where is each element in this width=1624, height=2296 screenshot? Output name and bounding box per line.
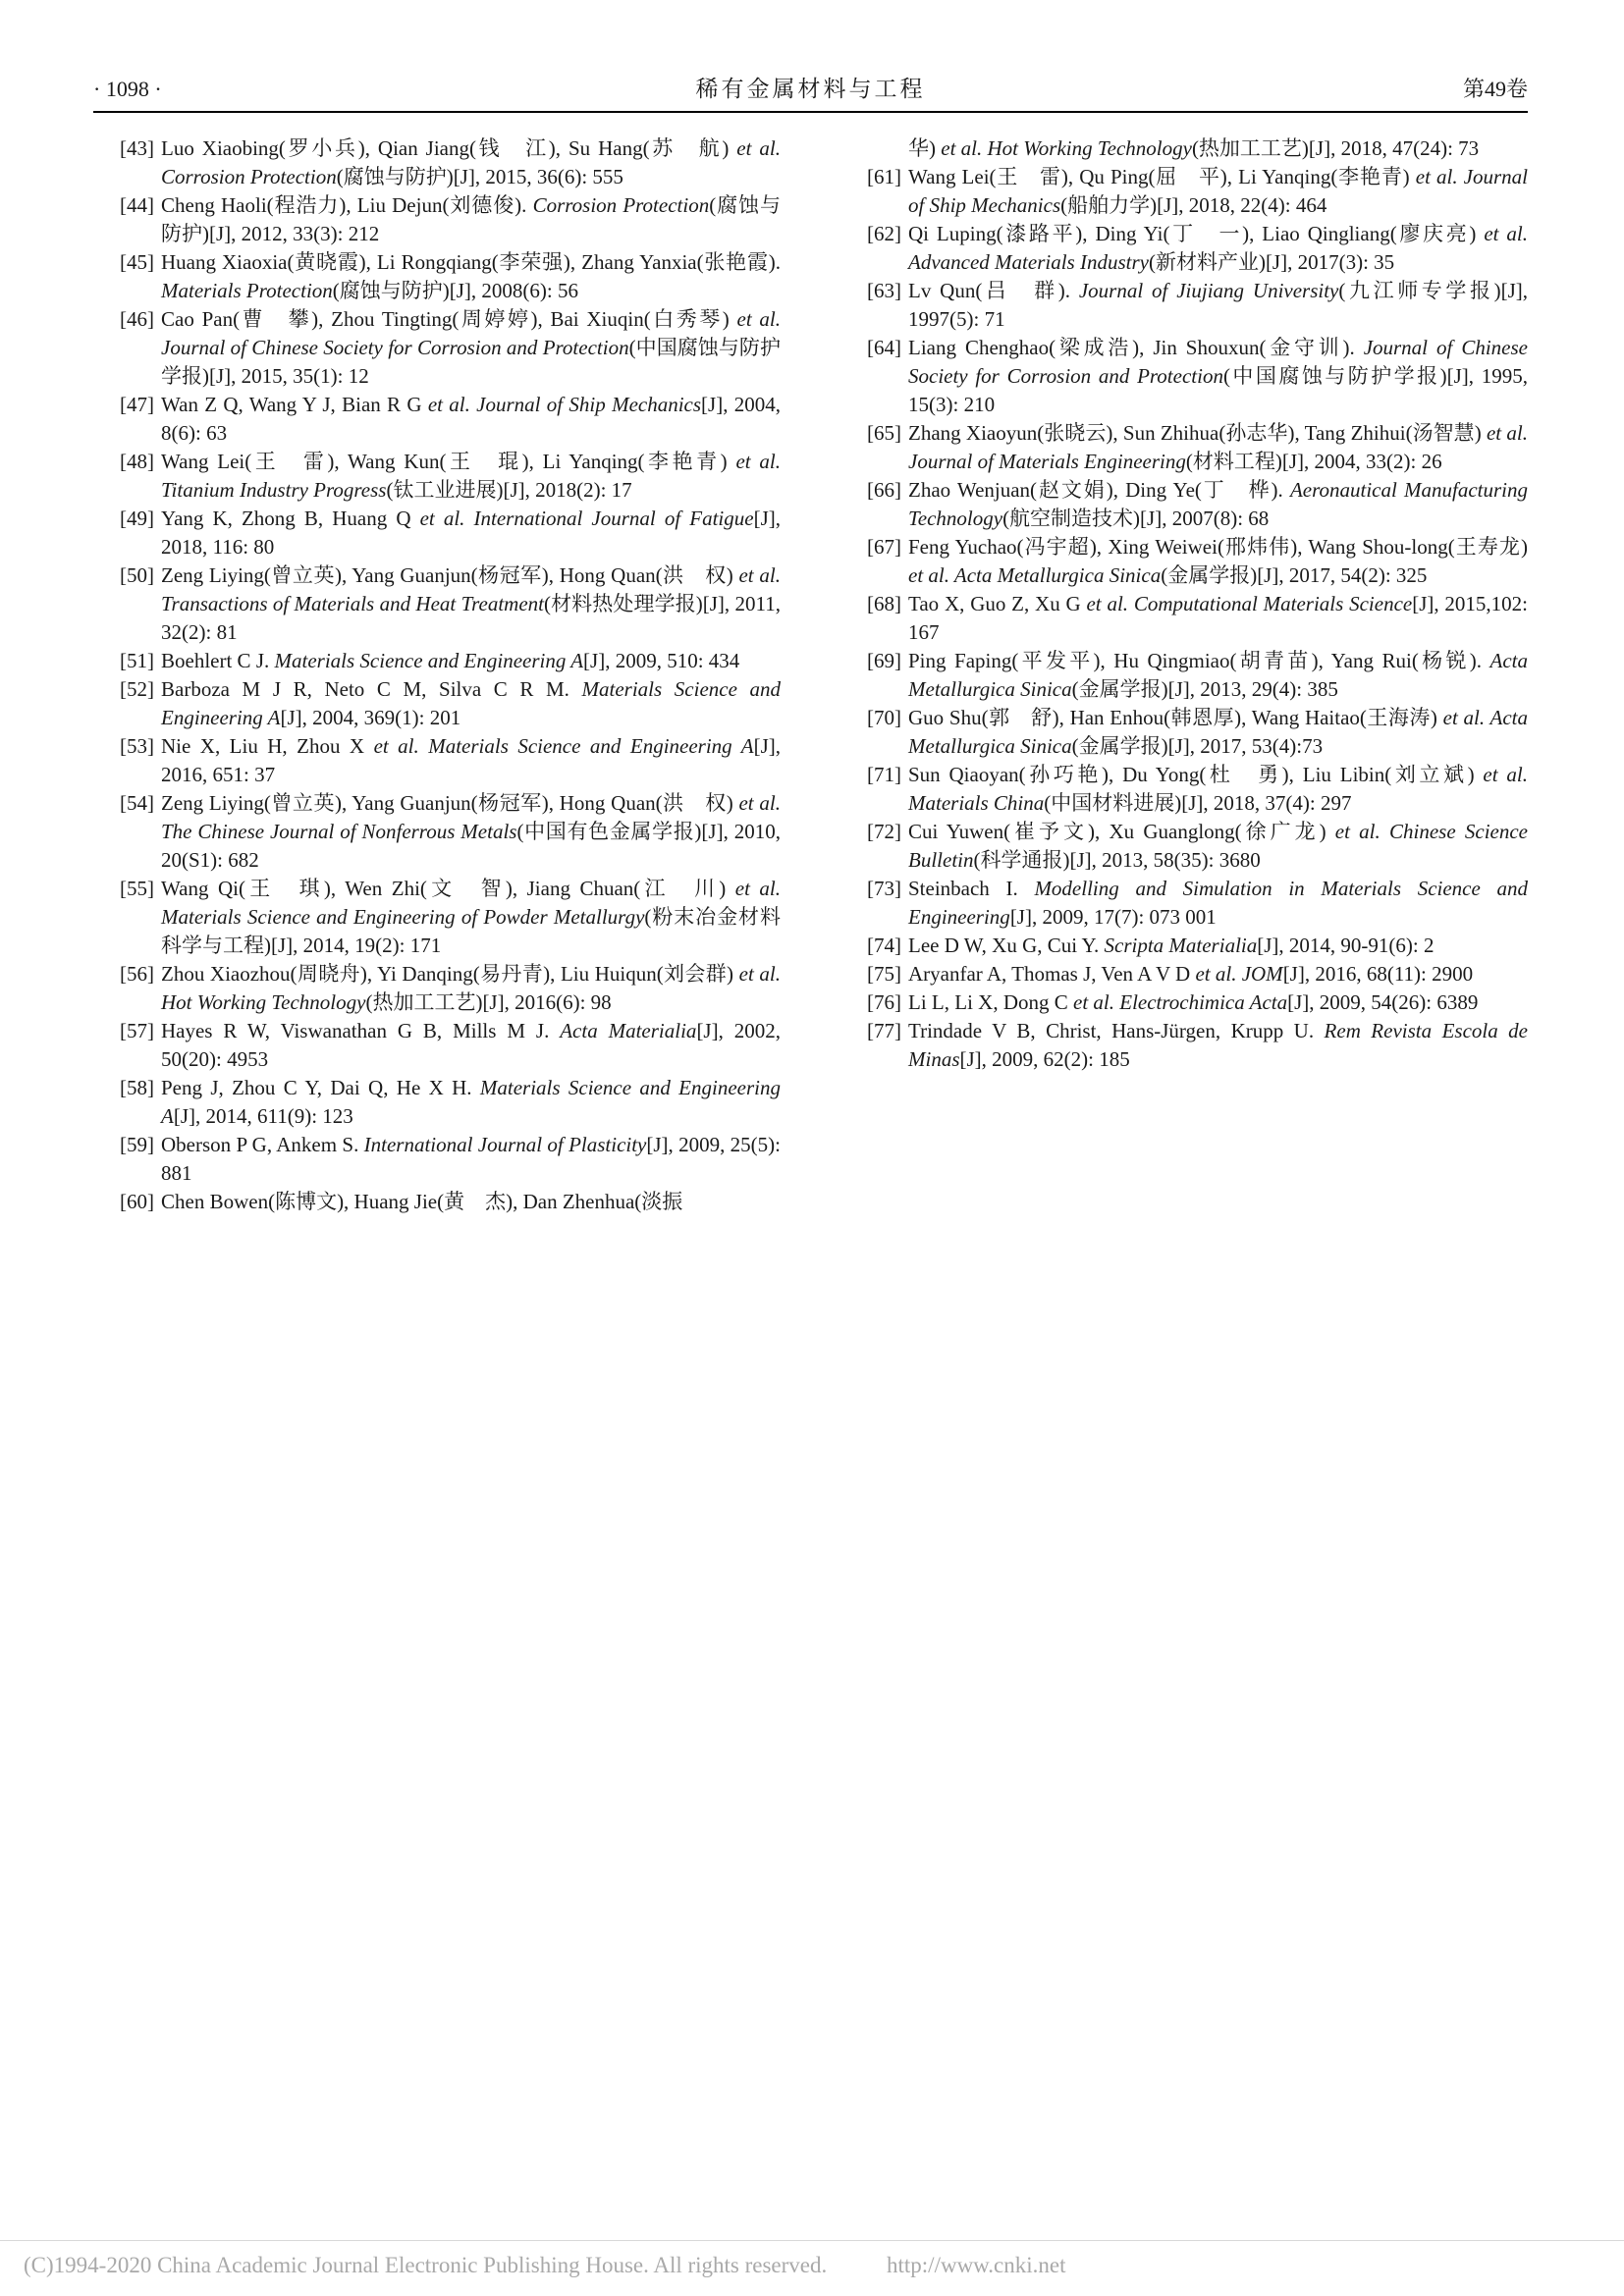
- reference-label: [73]: [867, 877, 901, 900]
- reference-label: [77]: [867, 1019, 901, 1042]
- reference-continuation: [867, 134, 1528, 163]
- page-number: · 1098 ·: [93, 77, 162, 101]
- reference-item: [120, 248, 781, 305]
- reference-text: Boehlert C J.: [161, 649, 275, 672]
- reference-text: Zeng Liying(曾立英), Yang Guanjun(杨冠军), Hong Quan(洪 权): [161, 563, 739, 587]
- reference-journal: Scripta Materialia: [1104, 934, 1258, 957]
- reference-text: Peng J, Zhou C Y, Dai Q, He X H.: [161, 1076, 480, 1099]
- reference-journal: Rem Revista Escola de Minas: [908, 1019, 1528, 1071]
- reference-item: [120, 561, 781, 647]
- reference-journal: Materials Science and Engineering A: [161, 677, 782, 729]
- reference-label: [76]: [867, 990, 901, 1014]
- reference-journal: et al. Transactions of Materials and Heat Treatment: [161, 563, 781, 615]
- reference-journal: et al. Journal of Ship Mechanics: [427, 393, 702, 416]
- journal-title: 稀有金属材料与工程: [695, 77, 926, 101]
- reference-text: [J], 2018, 116: 80: [161, 507, 781, 559]
- reference-text: (腐蚀与防护)[J], 2012, 33(3): 212: [161, 193, 781, 245]
- reference-label: [66]: [867, 478, 901, 502]
- reference-label: [49]: [120, 507, 154, 530]
- reference-text: Trindade V B, Christ, Hans-Jürgen, Krupp U.: [908, 1019, 1325, 1042]
- reference-text: (材料工程)[J], 2004, 33(2): 26: [1185, 450, 1442, 473]
- reference-item: [120, 789, 781, 875]
- reference-journal: et al. Journal of Chinese Society for Corrosion and Protection: [161, 307, 781, 359]
- reference-text: Barboza M J R, Neto C M, Silva C R M.: [161, 677, 582, 701]
- reference-text: Zhang Xiaoyun(张晓云), Sun Zhihua(孙志华), Tang Zhihui(汤智慧): [908, 421, 1487, 445]
- reference-item: [120, 191, 781, 248]
- reference-item: [867, 419, 1528, 476]
- reference-text: (航空制造技术)[J], 2007(8): 68: [1002, 507, 1270, 530]
- reference-journal: Journal of Jiujiang University: [1078, 279, 1339, 302]
- reference-label: [48]: [120, 450, 154, 473]
- reference-item: [120, 1131, 781, 1188]
- reference-text: Wang Qi(王 琪), Wen Zhi(文 智), Jiang Chuan(江 川): [161, 877, 735, 900]
- reference-text: [J], 2009, 510: 434: [583, 649, 740, 672]
- reference-journal: et al. Corrosion Protection: [161, 136, 781, 188]
- reference-label: [75]: [867, 962, 901, 986]
- reference-label: [60]: [120, 1190, 154, 1213]
- reference-item: [120, 675, 781, 732]
- reference-text: (中国腐蚀与防护学报)[J], 2015, 35(1): 12: [161, 336, 781, 388]
- reference-text: Tao X, Guo Z, Xu G: [908, 592, 1087, 615]
- reference-label: [63]: [867, 279, 901, 302]
- reference-text: Steinbach I.: [908, 877, 1035, 900]
- reference-label: [62]: [867, 222, 901, 245]
- reference-label: [43]: [120, 136, 154, 160]
- reference-journal: et al. Hot Working Technology: [161, 962, 781, 1014]
- reference-text: (材料热处理学报)[J], 2011, 32(2): 81: [161, 592, 781, 644]
- reference-journal: et al. Journal of Materials Engineering: [908, 421, 1528, 473]
- reference-text: Cui Yuwen(崔予文), Xu Guanglong(徐广龙): [908, 820, 1335, 843]
- reference-journal: et al. Chinese Science Bulletin: [908, 820, 1528, 872]
- reference-journal: Aeronautical Manufacturing Technology: [908, 478, 1528, 530]
- reference-text: Qi Luping(漆路平), Ding Yi(丁 一), Liao Qingliang(廖庆亮): [908, 222, 1485, 245]
- reference-journal: et al. Advanced Materials Industry: [908, 222, 1528, 274]
- reference-item: [120, 1074, 781, 1131]
- reference-item: [867, 932, 1528, 960]
- reference-text: [J], 2014, 611(9): 123: [173, 1104, 353, 1128]
- reference-item: [120, 875, 781, 960]
- reference-text: Hayes R W, Viswanathan G B, Mills M J.: [161, 1019, 561, 1042]
- reference-label: [67]: [867, 535, 901, 559]
- reference-text: [J], 2009, 62(2): 185: [959, 1047, 1130, 1071]
- reference-item: [867, 818, 1528, 875]
- reference-text: (金属学报)[J], 2017, 54(2): 325: [1161, 563, 1428, 587]
- reference-journal: et al. Titanium Industry Progress: [161, 450, 781, 502]
- reference-journal: Modelling and Simulation in Materials Science and Engineering: [908, 877, 1528, 929]
- reference-item: [867, 761, 1528, 818]
- reference-text: (热加工工艺)[J], 2016(6): 98: [365, 990, 612, 1014]
- reference-item: [867, 334, 1528, 419]
- reference-item: [867, 533, 1528, 590]
- references-section: [93, 134, 1528, 1216]
- copyright-text: (C)1994-2020 China Academic Journal Electronic Publishing House. All rights reserved.: [24, 2253, 828, 2277]
- reference-text: [J], 2004, 369(1): 201: [280, 706, 461, 729]
- reference-text: Lee D W, Xu G, Cui Y.: [908, 934, 1105, 957]
- reference-label: [58]: [120, 1076, 154, 1099]
- reference-label: [69]: [867, 649, 901, 672]
- reference-label: [50]: [120, 563, 154, 587]
- footer-url: http://www.cnki.net: [887, 2253, 1066, 2277]
- reference-journal: et al. The Chinese Journal of Nonferrous Metals: [161, 791, 781, 843]
- reference-item: [867, 988, 1528, 1017]
- reference-text: Luo Xiaobing(罗小兵), Qian Jiang(钱 江), Su Hang(苏 航): [161, 136, 737, 160]
- reference-text: Ping Faping(平发平), Hu Qingmiao(胡青苗), Yang Rui(杨锐).: [908, 649, 1490, 672]
- reference-text: Guo Shu(郭 舒), Han Enhou(韩恩厚), Wang Haitao(王海涛): [908, 706, 1443, 729]
- reference-text: Zhou Xiaozhou(周晓舟), Yi Danqing(易丹青), Liu Huiqun(刘会群): [161, 962, 739, 986]
- reference-label: [74]: [867, 934, 901, 957]
- reference-text: Wang Lei(王 雷), Qu Ping(屈 平), Li Yanqing(李艳青): [908, 165, 1416, 188]
- reference-text: Chen Bowen(陈博文), Huang Jie(黄 杰), Dan Zhenhua(淡振: [161, 1190, 683, 1213]
- reference-item: [120, 448, 781, 505]
- volume-label: 第49卷: [1462, 77, 1528, 101]
- reference-item: [867, 590, 1528, 647]
- reference-journal: et al. Materials China: [908, 763, 1528, 815]
- reference-item: [867, 163, 1528, 220]
- reference-text: (中国有色金属学报)[J], 2010, 20(S1): 682: [161, 820, 781, 872]
- reference-label: [70]: [867, 706, 901, 729]
- reference-label: [56]: [120, 962, 154, 986]
- reference-journal: Materials Protection: [161, 279, 333, 302]
- reference-label: [53]: [120, 734, 154, 758]
- reference-text: 华): [908, 136, 942, 160]
- reference-text: (热加工工艺)[J], 2018, 47(24): 73: [1191, 136, 1480, 160]
- reference-text: [J], 2002, 50(20): 4953: [161, 1019, 781, 1071]
- reference-text: Li L, Li X, Dong C: [908, 990, 1073, 1014]
- reference-journal: et al. International Journal of Fatigue: [419, 507, 754, 530]
- reference-item: [867, 875, 1528, 932]
- reference-text: (腐蚀与防护)[J], 2015, 36(6): 555: [336, 165, 623, 188]
- reference-text: [J], 2014, 90-91(6): 2: [1257, 934, 1435, 957]
- references-right-column: [867, 134, 1528, 1216]
- reference-text: [J], 2004, 8(6): 63: [161, 393, 782, 445]
- reference-item: [120, 732, 781, 789]
- page-footer: [0, 2240, 1624, 2296]
- reference-journal: et al. Materials Science and Engineering A: [373, 734, 754, 758]
- reference-item: [120, 391, 781, 448]
- reference-item: [867, 704, 1528, 761]
- reference-journal: et al. Acta Metallurgica Sinica: [908, 563, 1162, 587]
- reference-label: [65]: [867, 421, 901, 445]
- reference-text: Zhao Wenjuan(赵文娟), Ding Ye(丁 桦).: [908, 478, 1290, 502]
- reference-journal: et al. Computational Materials Science: [1086, 592, 1413, 615]
- reference-label: [59]: [120, 1133, 154, 1156]
- reference-text: (钛工业进展)[J], 2018(2): 17: [386, 478, 632, 502]
- reference-text: (船舶力学)[J], 2018, 22(4): 464: [1060, 193, 1327, 217]
- reference-text: Wan Z Q, Wang Y J, Bian R G: [161, 393, 428, 416]
- reference-text: (金属学报)[J], 2013, 29(4): 385: [1071, 677, 1338, 701]
- reference-label: [47]: [120, 393, 154, 416]
- reference-text: Wang Lei(王 雷), Wang Kun(王 琨), Li Yanqing(李艳青): [161, 450, 736, 473]
- reference-item: [867, 220, 1528, 277]
- reference-item: [120, 305, 781, 391]
- reference-journal: Materials Science and Engineering A: [161, 1076, 781, 1128]
- reference-label: [64]: [867, 336, 901, 359]
- reference-text: [J], 2009, 25(5): 881: [161, 1133, 781, 1185]
- reference-text: Liang Chenghao(梁成浩), Jin Shouxun(金守训).: [908, 336, 1364, 359]
- reference-journal: Materials Science and Engineering A: [274, 649, 584, 672]
- reference-item: [867, 960, 1528, 988]
- reference-text: (腐蚀与防护)[J], 2008(6): 56: [332, 279, 578, 302]
- reference-text: Oberson P G, Ankem S.: [161, 1133, 364, 1156]
- reference-text: (新材料产业)[J], 2017(3): 35: [1148, 250, 1395, 274]
- reference-text: [J], 2009, 54(26): 6389: [1287, 990, 1479, 1014]
- reference-item: [867, 476, 1528, 533]
- reference-text: (科学通报)[J], 2013, 58(35): 3680: [973, 848, 1261, 872]
- reference-text: Zeng Liying(曾立英), Yang Guanjun(杨冠军), Hong Quan(洪 权): [161, 791, 739, 815]
- reference-journal: International Journal of Plasticity: [363, 1133, 647, 1156]
- reference-text: (九江师专学报)[J], 1997(5): 71: [908, 279, 1529, 331]
- reference-text: Nie X, Liu H, Zhou X: [161, 734, 374, 758]
- reference-text: (中国腐蚀与防护学报)[J], 1995, 15(3): 210: [908, 364, 1528, 416]
- reference-item: [120, 505, 781, 561]
- reference-text: Huang Xiaoxia(黄晓霞), Li Rongqiang(李荣强), Zhang Yanxia(张艳霞).: [161, 250, 781, 274]
- reference-label: [45]: [120, 250, 154, 274]
- reference-label: [72]: [867, 820, 901, 843]
- reference-item: [867, 277, 1528, 334]
- reference-text: Lv Qun(吕 群).: [908, 279, 1079, 302]
- reference-label: [61]: [867, 165, 901, 188]
- reference-text: Aryanfar A, Thomas J, Ven A V D: [908, 962, 1196, 986]
- references-left-column: [120, 134, 781, 1216]
- header-rule: [93, 111, 1528, 113]
- reference-text: Feng Yuchao(冯宇超), Xing Weiwei(邢炜伟), Wang Shou-long(王寿龙): [908, 535, 1528, 559]
- reference-item: [120, 960, 781, 1017]
- reference-label: [46]: [120, 307, 154, 331]
- reference-label: [44]: [120, 193, 154, 217]
- reference-text: (粉末冶金材料科学与工程)[J], 2014, 19(2): 171: [161, 905, 781, 957]
- reference-label: [54]: [120, 791, 154, 815]
- reference-journal: et al. Acta Metallurgica Sinica: [908, 706, 1528, 758]
- reference-label: [57]: [120, 1019, 154, 1042]
- reference-label: [55]: [120, 877, 154, 900]
- reference-text: Sun Qiaoyan(孙巧艳), Du Yong(杜 勇), Liu Libin(刘立斌): [908, 763, 1484, 786]
- reference-journal: et al. Journal of Ship Mechanics: [908, 165, 1528, 217]
- reference-text: (中国材料进展)[J], 2018, 37(4): 297: [1044, 791, 1352, 815]
- reference-item: [867, 1017, 1528, 1074]
- reference-journal: et al. JOM: [1195, 962, 1283, 986]
- reference-label: [71]: [867, 763, 901, 786]
- reference-item: [120, 647, 781, 675]
- reference-item: [120, 134, 781, 191]
- reference-label: [52]: [120, 677, 154, 701]
- reference-text: [J], 2009, 17(7): 073 001: [1009, 905, 1217, 929]
- reference-item: [120, 1188, 781, 1216]
- reference-item: [120, 1017, 781, 1074]
- reference-item: [867, 647, 1528, 704]
- reference-text: Yang K, Zhong B, Huang Q: [161, 507, 420, 530]
- reference-text: (金属学报)[J], 2017, 53(4):73: [1071, 734, 1324, 758]
- reference-journal: et al. Hot Working Technology: [941, 136, 1192, 160]
- reference-journal: Corrosion Protection: [532, 193, 710, 217]
- reference-text: [J], 2016, 68(11): 2900: [1282, 962, 1474, 986]
- reference-journal: Acta Metallurgica Sinica: [908, 649, 1528, 701]
- reference-journal: et al. Electrochimica Acta: [1073, 990, 1288, 1014]
- reference-journal: Journal of Chinese Society for Corrosion and Protection: [908, 336, 1528, 388]
- reference-text: [J], 2016, 651: 37: [161, 734, 782, 786]
- reference-journal: Acta Materialia: [560, 1019, 697, 1042]
- page-header: [93, 71, 1528, 103]
- reference-text: [J], 2015,102: 167: [908, 592, 1529, 644]
- reference-text: Cao Pan(曹 攀), Zhou Tingting(周婷婷), Bai Xiuqin(白秀琴): [161, 307, 737, 331]
- reference-journal: et al. Materials Science and Engineering of Powder Metallurgy: [161, 877, 781, 929]
- reference-text: Cheng Haoli(程浩力), Liu Dejun(刘德俊).: [161, 193, 533, 217]
- reference-label: [51]: [120, 649, 154, 672]
- reference-label: [68]: [867, 592, 901, 615]
